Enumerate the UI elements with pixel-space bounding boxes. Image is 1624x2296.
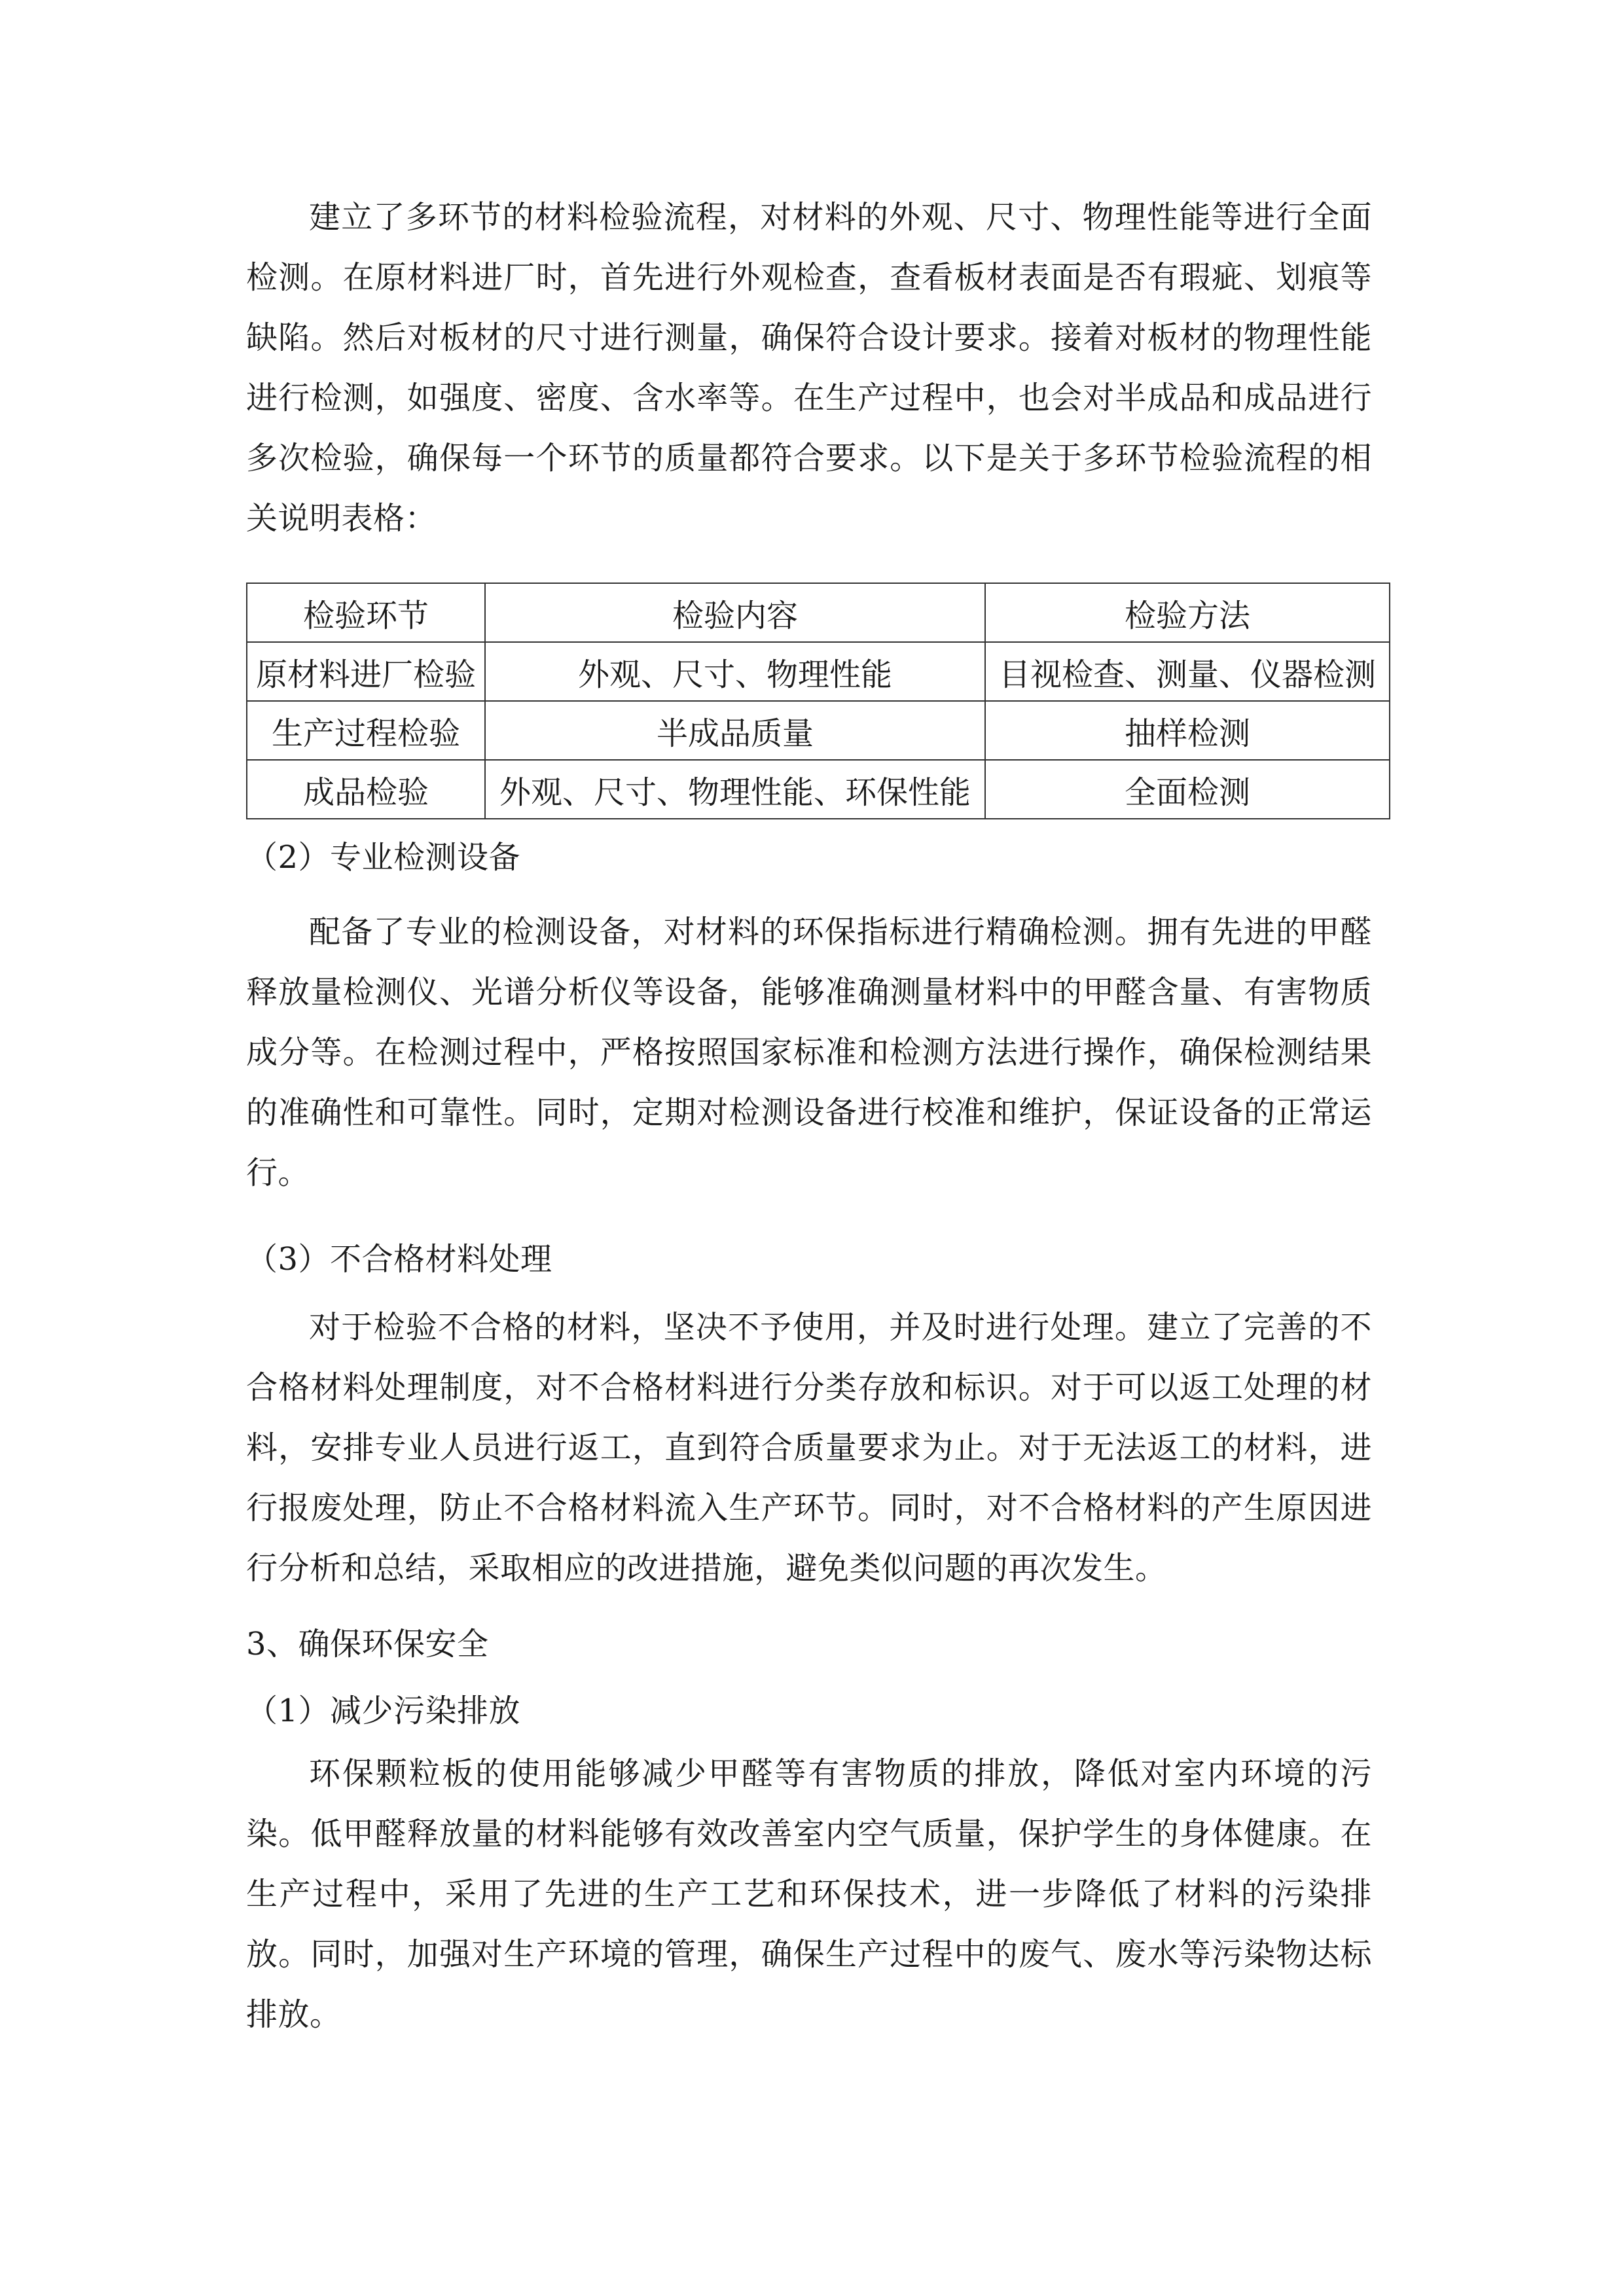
table-cell: 抽样检测 bbox=[985, 701, 1390, 760]
table-row bbox=[247, 760, 1390, 819]
nonconforming-heading: （3）不合格材料处理 bbox=[246, 1241, 552, 1278]
equipment-heading: （2）专业检测设备 bbox=[246, 839, 521, 876]
pollution-paragraph: 环保颗粒板的使用能够减少甲醛等有害物质的排放，降低对室内环境的污染。低甲醛释放量的材料能够有效改善室内空气质量，保护学生的身体健康。在生产过程中，采用了先进的生产工艺和环保技术，进一步降低了材料的污染排放。同时，加强对生产环境的管理，确保生产过程中的废气、废水等污染物达标排放。 bbox=[246, 1755, 1372, 2033]
environment-heading: 3、确保环保安全 bbox=[246, 1626, 489, 1662]
table-cell: 目视检查、测量、仪器检测 bbox=[985, 642, 1390, 701]
table-header-cell: 检验内容 bbox=[485, 583, 985, 642]
inspection-intro-paragraph: 建立了多环节的材料检验流程，对材料的外观、尺寸、物理性能等进行全面检测。在原材料进厂时，首先进行外观检查，查看板材表面是否有瑕疵、划痕等缺陷。然后对板材的尺寸进行测量，确保符合设计要求。接着对板材的物理性能进行检测，如强度、密度、含水率等。在生产过程中，也会对半成品和成品进行多次检验，确保每一个环节的质量都符合要求。以下是关于多环节检验流程的相关说明表格： bbox=[246, 199, 1372, 537]
pollution-subheading: （1）减少污染排放 bbox=[246, 1693, 521, 1729]
table-header-row bbox=[247, 583, 1390, 642]
table-row bbox=[247, 642, 1390, 701]
equipment-paragraph: 配备了专业的检测设备，对材料的环保指标进行精确检测。拥有先进的甲醛释放量检测仪、光谱分析仪等设备，能够准确测量材料中的甲醛含量、有害物质成分等。在检测过程中，严格按照国家标准和检测方法进行操作，确保检测结果的准确性和可靠性。同时，定期对检测设备进行校准和维护，保证设备的正常运行。 bbox=[246, 914, 1372, 1191]
table-cell: 外观、尺寸、物理性能 bbox=[485, 642, 985, 701]
table-cell: 生产过程检验 bbox=[247, 701, 485, 760]
inspection-table bbox=[246, 583, 1390, 819]
table-header-cell: 检验方法 bbox=[985, 583, 1390, 642]
table-cell: 成品检验 bbox=[247, 760, 485, 819]
table-header-cell: 检验环节 bbox=[247, 583, 485, 642]
table-row bbox=[247, 701, 1390, 760]
table-cell: 半成品质量 bbox=[485, 701, 985, 760]
table-cell: 外观、尺寸、物理性能、环保性能 bbox=[485, 760, 985, 819]
nonconforming-paragraph: 对于检验不合格的材料，坚决不予使用，并及时进行处理。建立了完善的不合格材料处理制度，对不合格材料进行分类存放和标识。对于可以返工处理的材料，安排专业人员进行返工，直到符合质量要求为止。对于无法返工的材料，进行报废处理，防止不合格材料流入生产环节。同时，对不合格材料的产生原因进行分析和总结，采取相应的改进措施，避免类似问题的再次发生。 bbox=[246, 1309, 1372, 1587]
table-cell: 原材料进厂检验 bbox=[247, 642, 485, 701]
table-cell: 全面检测 bbox=[985, 760, 1390, 819]
